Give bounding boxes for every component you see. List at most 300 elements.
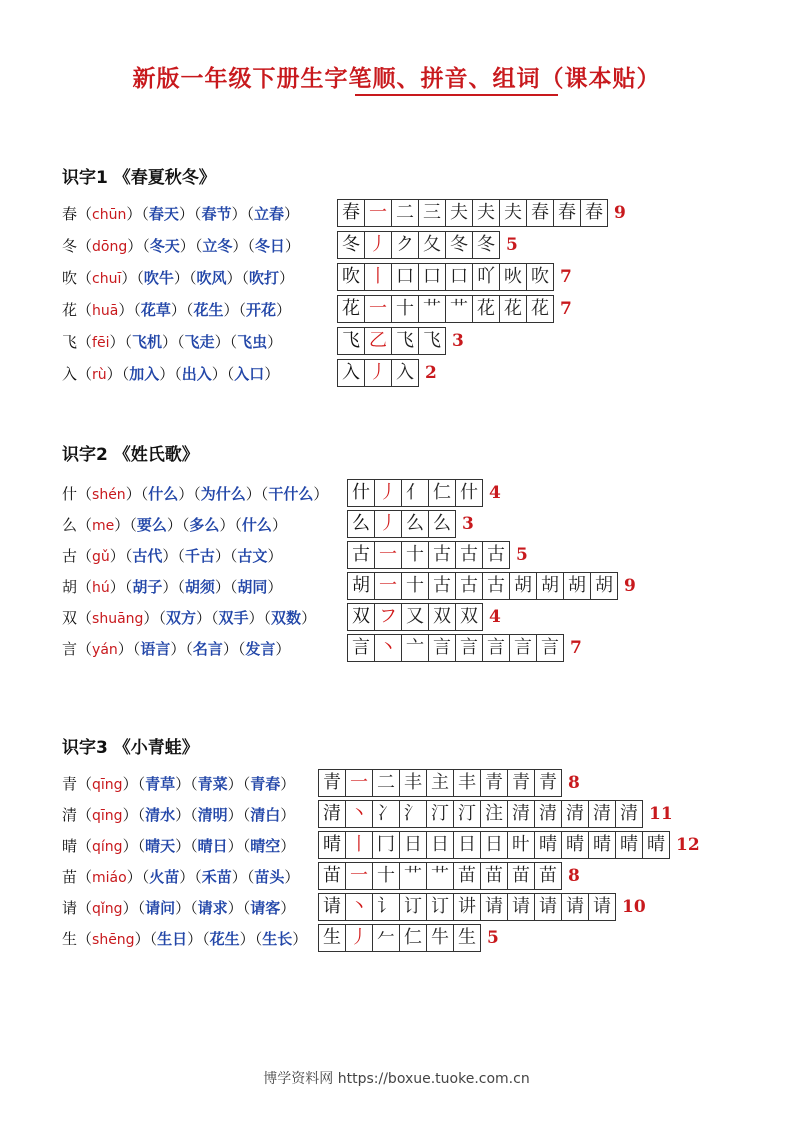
- stroke-glyph: 飞: [423, 330, 441, 351]
- paren: （: [77, 237, 93, 255]
- stroke-glyph: 古: [433, 575, 451, 596]
- stroke-glyph: 仁: [433, 482, 451, 503]
- pinyin: huā: [92, 303, 119, 319]
- example-word: 飞走: [184, 333, 215, 351]
- paren: ）: [301, 609, 317, 627]
- stroke-glyph: 主: [431, 772, 449, 793]
- stroke-glyph: 青: [485, 772, 503, 793]
- stroke-count: 10: [622, 897, 646, 917]
- example-word: 胡同: [237, 578, 268, 596]
- paren: ）: [292, 930, 308, 948]
- example-word: 飞虫: [237, 333, 268, 351]
- stroke-cell-step: [509, 572, 537, 600]
- stroke-cell-step: [345, 924, 373, 952]
- stroke-cell-character: [347, 510, 375, 538]
- stroke-order-grid: [337, 199, 626, 227]
- stroke-cell-step: [345, 769, 373, 797]
- stroke-cell-step: [401, 572, 429, 600]
- stroke-cell-step: [453, 924, 481, 952]
- stroke-cell-step: [499, 295, 527, 323]
- example-word: 什么: [148, 485, 179, 503]
- example-word: 名言: [192, 640, 223, 658]
- paren: ）: [109, 333, 125, 351]
- stroke-cell-step: [534, 862, 562, 890]
- pinyin: gǔ: [92, 549, 110, 565]
- stroke-cell-step: [455, 541, 483, 569]
- paren: ）: [175, 899, 191, 917]
- stroke-glyph: 吹: [342, 266, 360, 287]
- paren: （: [242, 899, 251, 917]
- character-info: [62, 603, 316, 633]
- character: 冬: [62, 237, 78, 255]
- pinyin: chūn: [92, 207, 127, 223]
- paren: ）: [195, 609, 211, 627]
- paren: ）: [106, 365, 122, 383]
- stroke-glyph: 一: [379, 575, 397, 596]
- stroke-cell-character: [337, 295, 365, 323]
- stroke-cell-character: [337, 359, 365, 387]
- stroke-count: 7: [560, 267, 572, 287]
- character: 什: [62, 485, 78, 503]
- stroke-cell-step: [401, 479, 429, 507]
- example-word: 吹牛: [143, 269, 174, 287]
- paren: ）: [114, 516, 130, 534]
- example-word: 清水: [145, 806, 176, 824]
- character: 古: [62, 547, 78, 565]
- stroke-cell-step: [372, 800, 400, 828]
- paren: ）: [211, 365, 227, 383]
- example-word: 晴空: [250, 837, 281, 855]
- stroke-glyph: 生: [458, 927, 476, 948]
- stroke-cell-step: [399, 862, 427, 890]
- paren: ）: [227, 837, 243, 855]
- stroke-glyph: 胡: [595, 575, 613, 596]
- paren: （: [190, 837, 198, 855]
- stroke-cell-step: [391, 263, 419, 291]
- stroke-cell-step: [418, 295, 446, 323]
- stroke-cell-step: [418, 199, 446, 227]
- paren: ）: [122, 899, 138, 917]
- paren: ）: [226, 269, 242, 287]
- stroke-order-grid: [347, 479, 501, 507]
- paren: （: [185, 301, 194, 319]
- character: 清: [62, 806, 78, 824]
- stroke-order-grid: [318, 769, 580, 797]
- stroke-count: 8: [568, 773, 580, 793]
- paren: ）: [162, 578, 178, 596]
- stroke-cell-character: [337, 231, 365, 259]
- stroke-glyph: 晴: [539, 834, 557, 855]
- paren: ）: [280, 837, 296, 855]
- paren: （: [141, 205, 149, 223]
- paren: ）: [248, 609, 264, 627]
- stroke-glyph: 清: [593, 803, 611, 824]
- stroke-cell-step: [399, 893, 427, 921]
- example-word: 吹风: [196, 269, 227, 287]
- stroke-cell-step: [534, 800, 562, 828]
- stroke-glyph: 晴: [323, 834, 341, 855]
- stroke-cell-step: [482, 634, 510, 662]
- paren: ）: [179, 868, 195, 886]
- section-heading: 识字1 《春夏秋冬》: [62, 168, 216, 188]
- stroke-cell-step: [526, 295, 554, 323]
- paren: ）: [222, 640, 238, 658]
- example-word: 晴天: [145, 837, 176, 855]
- paren: （: [77, 547, 93, 565]
- paren: （: [193, 205, 202, 223]
- stroke-count: 2: [425, 363, 437, 383]
- stroke-glyph: 冬: [342, 234, 360, 255]
- paren: ）: [175, 775, 191, 793]
- stroke-glyph: 苗: [458, 865, 476, 886]
- pinyin: shēng: [92, 932, 135, 948]
- paren: ）: [231, 868, 247, 886]
- character-info: [62, 479, 328, 509]
- example-word: 晴日: [197, 837, 228, 855]
- stroke-glyph: 言: [514, 637, 532, 658]
- stroke-cell-step: [364, 231, 392, 259]
- stroke-cell-step: [580, 199, 608, 227]
- stroke-glyph: 晴: [647, 834, 665, 855]
- stroke-cell-step: [453, 862, 481, 890]
- pinyin: qíng: [92, 839, 123, 855]
- stroke-cell-step: [453, 831, 481, 859]
- stroke-glyph: 订: [404, 896, 422, 917]
- stroke-glyph: 亻: [406, 482, 424, 503]
- paren: ）: [122, 837, 138, 855]
- stroke-cell-step: [399, 831, 427, 859]
- paren: ）: [117, 640, 133, 658]
- pinyin: rù: [92, 367, 107, 383]
- example-word: 花生: [209, 930, 240, 948]
- stroke-cell-step: [507, 862, 535, 890]
- example-word: 立冬: [202, 237, 233, 255]
- stroke-count: 9: [624, 576, 636, 596]
- pinyin: qīng: [92, 777, 123, 793]
- stroke-glyph: 艹: [450, 298, 468, 319]
- stroke-glyph: 二: [396, 202, 414, 223]
- character: 胡: [62, 578, 78, 596]
- pinyin: shén: [92, 487, 126, 503]
- title-underline: [355, 94, 558, 96]
- pinyin: dōng: [92, 239, 128, 255]
- character: 青: [62, 775, 78, 793]
- stroke-cell-step: [536, 634, 564, 662]
- paren: （: [77, 578, 93, 596]
- paren: ）: [175, 837, 191, 855]
- stroke-glyph: 一: [369, 202, 387, 223]
- stroke-glyph: 么: [352, 513, 370, 534]
- character: 晴: [62, 837, 78, 855]
- character-info: [62, 541, 282, 571]
- stroke-cell-character: [347, 479, 375, 507]
- paren: ）: [284, 237, 300, 255]
- stroke-glyph: 丿: [379, 513, 397, 534]
- stroke-glyph: 艹: [404, 865, 422, 886]
- pinyin: shuāng: [92, 611, 144, 627]
- stroke-glyph: 古: [460, 544, 478, 565]
- paren: （: [246, 868, 255, 886]
- example-word: 请问: [145, 899, 176, 917]
- paren: （: [234, 516, 242, 534]
- paren: ）: [134, 930, 150, 948]
- stroke-cell-step: [345, 831, 373, 859]
- stroke-glyph: 请: [593, 896, 611, 917]
- paren: ）: [166, 516, 182, 534]
- stroke-cell-step: [372, 893, 400, 921]
- stroke-glyph: 清: [512, 803, 530, 824]
- example-word: 干什么: [268, 485, 314, 503]
- stroke-glyph: 什: [352, 482, 370, 503]
- stroke-glyph: 一: [350, 865, 368, 886]
- stroke-cell-step: [426, 924, 454, 952]
- stroke-cell-step: [428, 479, 456, 507]
- example-word: 青春: [250, 775, 281, 793]
- paren: （: [77, 868, 93, 886]
- character-info: [62, 263, 294, 293]
- paren: （: [181, 516, 190, 534]
- pinyin: me: [92, 518, 115, 534]
- stroke-cell-step: [472, 263, 500, 291]
- stroke-cell-step: [399, 800, 427, 828]
- stroke-glyph: 晴: [566, 834, 584, 855]
- stroke-cell-step: [482, 541, 510, 569]
- stroke-glyph: 春: [558, 202, 576, 223]
- stroke-glyph: 丿: [369, 362, 387, 383]
- stroke-cell-step: [428, 603, 456, 631]
- stroke-glyph: 苗: [323, 865, 341, 886]
- stroke-glyph: 请: [539, 896, 557, 917]
- paren: ）: [179, 237, 195, 255]
- paren: （: [77, 485, 93, 503]
- stroke-glyph: 汀: [458, 803, 476, 824]
- example-word: 为什么: [200, 485, 246, 503]
- character-info: [62, 800, 295, 830]
- stroke-glyph: 双: [433, 606, 451, 627]
- character: 春: [62, 205, 78, 223]
- stroke-count: 3: [452, 331, 464, 351]
- stroke-cell-step: [364, 199, 392, 227]
- example-word: 生日: [157, 930, 188, 948]
- stroke-count: 7: [570, 638, 582, 658]
- paren: ）: [219, 516, 235, 534]
- example-word: 双手: [218, 609, 249, 627]
- stroke-glyph: 丶: [350, 896, 368, 917]
- paren: ）: [239, 930, 255, 948]
- character: 入: [62, 365, 78, 383]
- paren: （: [136, 269, 144, 287]
- stroke-cell-character: [318, 924, 346, 952]
- stroke-cell-step: [401, 634, 429, 662]
- stroke-glyph: 汀: [431, 803, 449, 824]
- paren: （: [137, 775, 146, 793]
- example-word: 请求: [197, 899, 228, 917]
- stroke-glyph: 请: [323, 896, 341, 917]
- paren: （: [124, 578, 133, 596]
- paren: （: [241, 269, 249, 287]
- stroke-cell-character: [318, 893, 346, 921]
- stroke-cell-step: [401, 603, 429, 631]
- stroke-glyph: 么: [433, 513, 451, 534]
- stroke-count: 12: [676, 835, 700, 855]
- stroke-cell-step: [480, 769, 508, 797]
- paren: ）: [178, 485, 194, 503]
- paren: ）: [127, 237, 143, 255]
- stroke-glyph: 晴: [593, 834, 611, 855]
- example-word: 发言: [245, 640, 276, 658]
- stroke-cell-step: [615, 800, 643, 828]
- character-info: [62, 831, 295, 861]
- paren: ）: [118, 301, 134, 319]
- stroke-cell-step: [534, 831, 562, 859]
- example-word: 多么: [189, 516, 220, 534]
- stroke-cell-character: [318, 769, 346, 797]
- paren: ）: [143, 609, 159, 627]
- paren: ）: [313, 485, 329, 503]
- stroke-glyph: 丿: [379, 482, 397, 503]
- stroke-cell-step: [364, 327, 392, 355]
- example-word: 火苗: [149, 868, 180, 886]
- example-word: 入口: [234, 365, 265, 383]
- stroke-cell-step: [561, 831, 589, 859]
- paren: ）: [245, 485, 261, 503]
- stroke-count: 5: [487, 928, 499, 948]
- stroke-cell-step: [372, 924, 400, 952]
- stroke-glyph: 胡: [514, 575, 532, 596]
- stroke-order-grid: [337, 327, 464, 355]
- stroke-cell-character: [318, 800, 346, 828]
- stroke-cell-step: [401, 541, 429, 569]
- stroke-count: 11: [649, 804, 673, 824]
- stroke-cell-step: [391, 199, 419, 227]
- paren: （: [77, 516, 93, 534]
- paren: ）: [232, 237, 248, 255]
- section-heading: 识字3 《小青蛙》: [62, 738, 199, 758]
- paren: ）: [271, 516, 287, 534]
- stroke-glyph: 亠: [406, 637, 424, 658]
- stroke-cell-character: [337, 263, 365, 291]
- paren: （: [77, 806, 93, 824]
- stroke-glyph: 飞: [342, 330, 360, 351]
- paren: ）: [122, 806, 138, 824]
- stroke-order-grid: [318, 862, 580, 890]
- paren: （: [242, 837, 251, 855]
- stroke-glyph: 古: [460, 575, 478, 596]
- stroke-glyph: 丶: [350, 803, 368, 824]
- stroke-cell-step: [445, 199, 473, 227]
- stroke-glyph: 一: [379, 544, 397, 565]
- stroke-order-grid: [337, 295, 572, 323]
- paren: （: [260, 485, 269, 503]
- character: 请: [62, 899, 78, 917]
- paren: （: [190, 806, 198, 824]
- stroke-glyph: 口: [423, 266, 441, 287]
- stroke-order-grid: [318, 831, 700, 859]
- stroke-glyph: 冂: [377, 834, 395, 855]
- paren: ）: [280, 806, 296, 824]
- stroke-glyph: 口: [450, 266, 468, 287]
- paren: ）: [267, 333, 283, 351]
- stroke-glyph: 冫: [377, 803, 395, 824]
- paren: ）: [231, 205, 247, 223]
- paren: ）: [267, 578, 283, 596]
- character: 言: [62, 640, 78, 658]
- paren: （: [133, 301, 141, 319]
- stroke-cell-step: [399, 769, 427, 797]
- stroke-cell-step: [480, 831, 508, 859]
- stroke-cell-step: [472, 295, 500, 323]
- paren: ）: [227, 806, 243, 824]
- stroke-glyph: 花: [531, 298, 549, 319]
- stroke-cell-step: [426, 893, 454, 921]
- stroke-cell-step: [364, 263, 392, 291]
- stroke-glyph: 春: [342, 202, 360, 223]
- stroke-glyph: 飞: [396, 330, 414, 351]
- character: 生: [62, 930, 78, 948]
- paren: （: [77, 205, 93, 223]
- stroke-cell-step: [499, 263, 527, 291]
- stroke-glyph: 言: [487, 637, 505, 658]
- character: 么: [62, 516, 78, 534]
- stroke-cell-step: [480, 893, 508, 921]
- stroke-cell-character: [347, 603, 375, 631]
- stroke-cell-step: [391, 359, 419, 387]
- stroke-cell-step: [372, 831, 400, 859]
- stroke-count: 8: [568, 866, 580, 886]
- stroke-glyph: 吙: [504, 266, 522, 287]
- character-info: [62, 327, 282, 357]
- stroke-glyph: 丿: [350, 927, 368, 948]
- example-word: 清明: [197, 806, 228, 824]
- stroke-cell-step: [453, 893, 481, 921]
- example-word: 胡子: [132, 578, 163, 596]
- stroke-glyph: 十: [406, 544, 424, 565]
- paren: （: [237, 640, 246, 658]
- paren: ）: [122, 775, 138, 793]
- paren: （: [188, 269, 197, 287]
- stroke-glyph: 口: [396, 266, 414, 287]
- stroke-glyph: 日: [458, 834, 476, 855]
- paren: ）: [170, 301, 186, 319]
- stroke-cell-step: [536, 572, 564, 600]
- paren: （: [238, 301, 246, 319]
- character: 吹: [62, 269, 78, 287]
- stroke-glyph: 订: [431, 896, 449, 917]
- stroke-glyph: 又: [406, 606, 424, 627]
- stroke-count: 3: [462, 514, 474, 534]
- paren: （: [177, 333, 185, 351]
- example-word: 胡须: [184, 578, 215, 596]
- paren: ）: [126, 868, 142, 886]
- example-word: 加入: [129, 365, 160, 383]
- stroke-glyph: 请: [566, 896, 584, 917]
- stroke-cell-step: [453, 769, 481, 797]
- stroke-cell-step: [507, 769, 535, 797]
- stroke-glyph: 吖: [477, 266, 495, 287]
- stroke-cell-step: [426, 862, 454, 890]
- example-word: 飞机: [132, 333, 163, 351]
- stroke-glyph: 花: [342, 298, 360, 319]
- stroke-cell-step: [588, 831, 616, 859]
- stroke-cell-step: [553, 199, 581, 227]
- stroke-cell-step: [426, 769, 454, 797]
- stroke-glyph: 古: [487, 544, 505, 565]
- stroke-glyph: 仁: [404, 927, 422, 948]
- stroke-cell-step: [372, 769, 400, 797]
- stroke-cell-step: [615, 831, 643, 859]
- stroke-glyph: 胡: [352, 575, 370, 596]
- stroke-cell-step: [374, 479, 402, 507]
